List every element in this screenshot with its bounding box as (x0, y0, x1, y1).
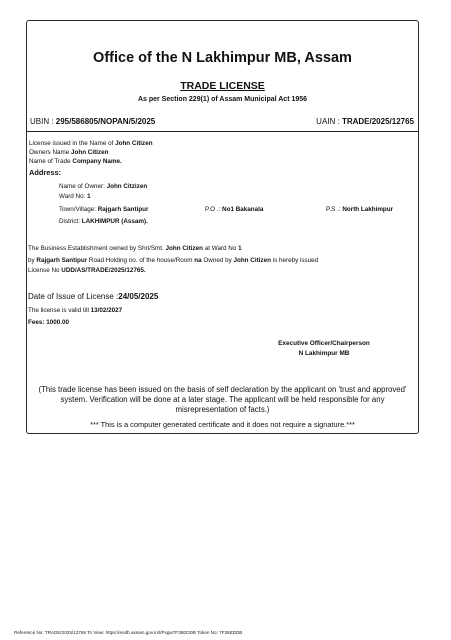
issue-date-value: 24/05/2025 (118, 292, 159, 301)
district-label: District: (59, 218, 82, 225)
valid-till-line (28, 307, 122, 314)
owners-name: John Citizen (71, 149, 109, 156)
business-line-1 (28, 245, 242, 252)
district-value: LAKHIMPUR (Assam). (81, 218, 148, 225)
owner-value: John Citzizen (106, 183, 148, 190)
issued-label: License issued in the Name of (29, 140, 116, 147)
po-label: P.O .: (205, 206, 223, 213)
trade-name: Company Name. (72, 158, 122, 165)
header-divider (27, 131, 418, 132)
computer-generated-note: *** This is a computer generated certificate and it does not require a signature.*** (90, 420, 355, 429)
po-line (205, 206, 263, 213)
issue-date-line (28, 292, 158, 301)
ward-value: 1 (87, 193, 91, 200)
valid-till-label: The license is valid till (28, 307, 91, 314)
license-no-label: License No (28, 267, 62, 274)
owners-name-line (29, 149, 108, 156)
owner-line (59, 183, 147, 190)
officer-office: N Lakhimpur MB (298, 350, 350, 357)
business-text: by (28, 257, 37, 264)
ps-value: North Lakhimpur (342, 206, 394, 213)
business-text: Road Holding no. of the house/Room (87, 257, 195, 264)
business-text: Owned by (201, 257, 234, 264)
address-heading: Address: (29, 168, 62, 177)
ps-label: P.S .: (326, 206, 343, 213)
business-text: The Business Establishment owned by Shri/Smt. (28, 245, 166, 252)
uain-line (316, 117, 414, 126)
business-line-2 (28, 257, 318, 264)
issued-name: John Citizen (115, 140, 153, 147)
officer-title: Executive Officer/Chairperson (278, 340, 370, 347)
ward-label: Ward No: (59, 193, 88, 200)
business-road: Rajgarh Santipur (36, 257, 88, 264)
trade-label: Name of Trade (29, 158, 73, 165)
town-line (59, 206, 148, 213)
act-reference: As per Section 229(1) of Assam Municipal Act 1956 (137, 96, 308, 103)
po-value: No1 Bakanala (222, 206, 264, 213)
business-text: is hereby issued (270, 257, 319, 264)
town-value: Rajgarh Santipur (97, 206, 149, 213)
fees-label: Fees: (28, 319, 47, 326)
owners-label: Owners Name (29, 149, 71, 156)
business-line-3 (28, 267, 146, 274)
fees-line (28, 319, 69, 326)
license-no-value: UDD/AS/TRADE/2025/12765. (61, 267, 146, 274)
business-owner-name: John Citizen (165, 245, 203, 252)
ward-line (59, 193, 91, 200)
trade-name-line (29, 158, 122, 165)
town-label: Town/Village: (59, 206, 98, 213)
license-frame (26, 20, 419, 434)
business-house-owner: John Citizen (233, 257, 271, 264)
valid-till-value: 13/02/2027 (90, 307, 123, 314)
disclaimer-text: (This trade license has been issued on the basis of self declaration by the applicant on 'trust and approved' system. Verification will be done at a later stage. The applicant will be held responsible for any misrepresentation of facts.) (38, 385, 407, 415)
footer-reference: Reference No: TRADE/2025/12765 To View: https://eodb.assam.gov.in/t/Pxgw7F35EDDB Token No: 7F35EDDB (14, 630, 243, 635)
ubin-value: 295/586805/NOPAN/5/2025 (55, 117, 156, 126)
ubin-label: UBIN : (30, 117, 56, 126)
office-title: Office of the N Lakhimpur MB, Assam (93, 50, 352, 66)
issued-name-line (29, 140, 153, 147)
district-line (59, 218, 148, 225)
issue-date-label: Date of Issue of License : (28, 292, 119, 301)
business-room: na (194, 257, 202, 264)
business-ward: 1 (238, 245, 242, 252)
uain-value: TRADE/2025/12765 (341, 117, 414, 126)
owner-label: Name of Owner: (59, 183, 107, 190)
business-text: at Ward No (202, 245, 239, 252)
ubin-line (30, 117, 155, 126)
ps-line (326, 206, 393, 213)
uain-label: UAIN : (316, 117, 342, 126)
fees-value: 1000.00 (46, 319, 69, 326)
document-title: TRADE LICENSE (180, 80, 265, 92)
